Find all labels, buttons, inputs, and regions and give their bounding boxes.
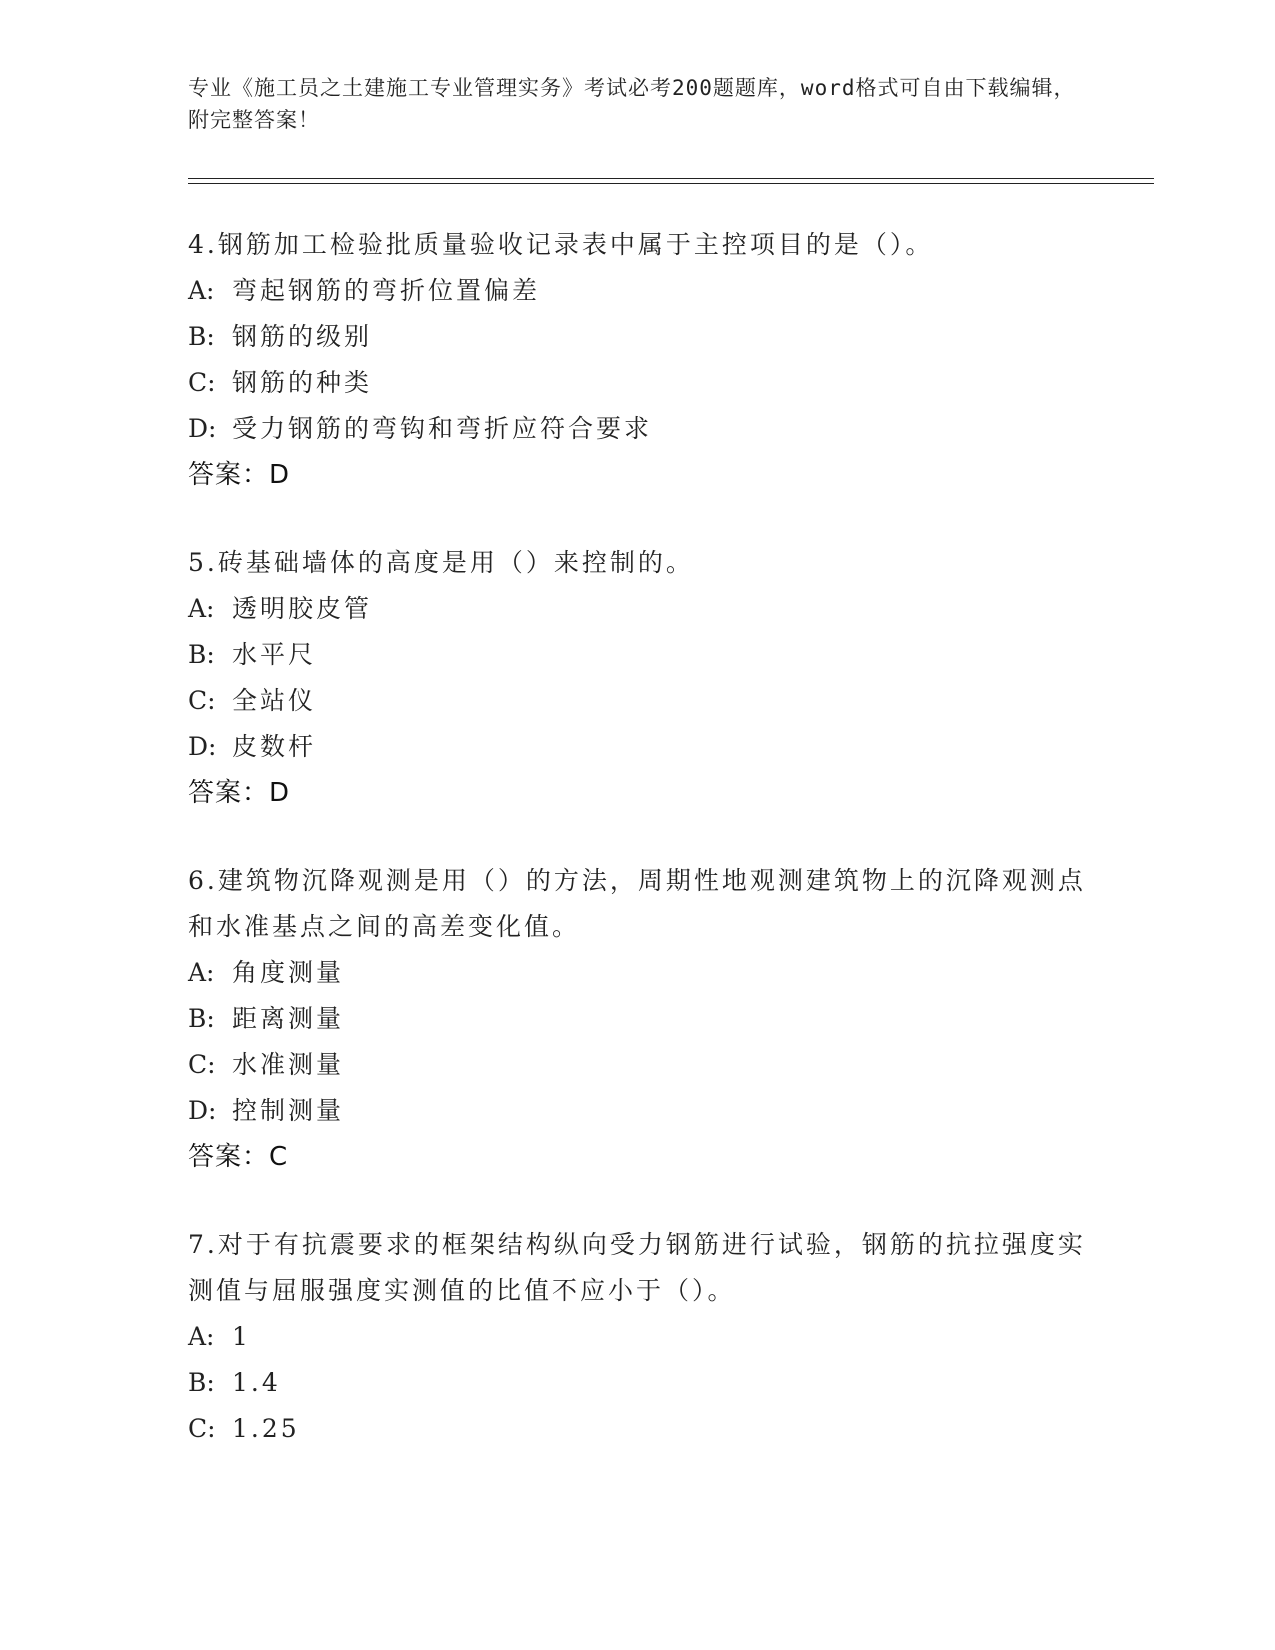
option-a: A: 1: [188, 1322, 251, 1351]
option-a: A: 透明胶皮管: [188, 594, 373, 623]
option-b: B: 水平尺: [188, 640, 317, 669]
option-d: D: 受力钢筋的弯钩和弯折应符合要求: [188, 414, 653, 443]
option-b: B: 距离测量: [188, 1004, 345, 1033]
question-5: [188, 540, 1088, 816]
answer: 答案：D: [188, 778, 291, 808]
question-7: [188, 1222, 1088, 1452]
option-b: B: 1.4: [188, 1368, 281, 1397]
answer: 答案：D: [188, 460, 291, 490]
option-a: A: 角度测量: [188, 958, 345, 987]
question-stem: 4.钢筋加工检验批质量验收记录表中属于主控项目的是（）。: [188, 230, 934, 259]
option-c: C: 1.25: [188, 1414, 300, 1443]
option-c: C: 水准测量: [188, 1050, 345, 1079]
question-6: [188, 858, 1088, 1180]
option-c: C: 全站仪: [188, 686, 317, 715]
question-4: [188, 222, 1088, 498]
question-stem: 5.砖基础墙体的高度是用（）来控制的。: [188, 548, 694, 577]
option-d: D: 皮数杆: [188, 732, 317, 761]
option-c: C: 钢筋的种类: [188, 368, 373, 397]
question-stem: 7.对于有抗震要求的框架结构纵向受力钢筋进行试验，钢筋的抗拉强度实测值与屈服强度实测值的比值不应小于（）。: [188, 1230, 1086, 1305]
option-d: D: 控制测量: [188, 1096, 345, 1125]
answer: 答案：C: [188, 1142, 289, 1172]
question-stem: 6.建筑物沉降观测是用（）的方法，周期性地观测建筑物上的沉降观测点和水准基点之间的高差变化值。: [188, 866, 1086, 941]
header-rule-bottom: [188, 183, 1154, 184]
header-rule-top: [188, 178, 1154, 179]
document-header: 专业《施工员之土建施工专业管理实务》考试必考200题题库，word格式可自由下载编辑，附完整答案！: [188, 76, 1076, 132]
option-b: B: 钢筋的级别: [188, 322, 373, 351]
option-a: A: 弯起钢筋的弯折位置偏差: [188, 276, 541, 305]
